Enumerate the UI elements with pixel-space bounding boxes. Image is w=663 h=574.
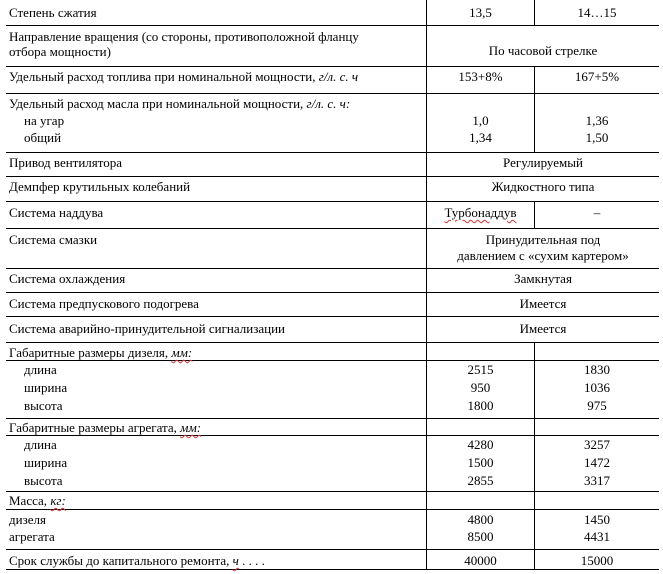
sub-label: на угар	[24, 113, 65, 128]
row-divider	[6, 418, 659, 419]
sub-label: высота	[24, 398, 63, 413]
sub-label: ширина	[24, 455, 68, 470]
sub-label: дизеля	[9, 512, 46, 527]
value-a: 4280	[467, 437, 494, 452]
value-merged: Принудительная под	[485, 232, 601, 247]
unit: кг:	[50, 493, 66, 508]
row-label: Система наддува	[9, 205, 104, 220]
row-label: Срок службы до капитального ремонта, ч . . . .	[9, 553, 265, 568]
row-divider	[6, 152, 659, 153]
row-divider	[6, 201, 659, 202]
value-b: 14…15	[577, 5, 617, 20]
value-b: 3317	[584, 473, 610, 488]
value-a: 153+8%	[458, 69, 503, 84]
value-b: 1472	[584, 455, 610, 470]
row-label: Удельный расход топлива при номинальной мощности, г/л. с. ч	[9, 69, 359, 84]
value-a: 1500	[467, 455, 494, 470]
value-a: 950	[470, 380, 491, 395]
value-b: 1,50	[585, 130, 609, 145]
value-a: 1800	[467, 398, 494, 413]
value-b: 1,36	[585, 113, 609, 128]
row-label: Демпфер крутильных колебаний	[9, 179, 191, 194]
row-divider	[6, 491, 659, 492]
value-merged: давлением с «сухим картером»	[457, 248, 629, 263]
value-a: 2855	[467, 473, 494, 488]
value-b: 3257	[584, 437, 610, 452]
row-divider	[6, 292, 659, 293]
row-divider	[6, 342, 659, 343]
sub-label: ширина	[24, 380, 68, 395]
value-a: 1,34	[469, 130, 492, 145]
row-label: Система смазки	[9, 232, 98, 247]
row-divider	[6, 435, 659, 436]
row-label: Система предпускового подогрева	[9, 296, 199, 311]
value-a: Турбонаддув	[444, 205, 517, 220]
row-label: Удельный расход масла при номинальной мощности, г/л. с. ч:	[9, 96, 351, 111]
value-a: 4800	[467, 512, 494, 527]
value-merged: Имеется	[519, 296, 567, 311]
value-merged: Имеется	[519, 321, 567, 336]
row-label: отбора мощности)	[9, 44, 111, 59]
unit: мм:	[171, 345, 193, 360]
value-merged: Замкнутая	[514, 271, 572, 286]
row-label: Привод вентилятора	[9, 155, 123, 170]
value-a: 2515	[467, 362, 494, 377]
row-divider	[6, 509, 659, 510]
row-label: Масса, кг:	[9, 493, 66, 508]
row-divider	[6, 268, 659, 269]
value-b: 15000	[580, 553, 614, 568]
row-divider	[6, 93, 659, 94]
row-divider	[6, 176, 659, 177]
unit: г/л. с. ч:	[306, 96, 351, 111]
row-divider	[6, 316, 659, 317]
sub-label: длина	[24, 437, 57, 452]
row-label: Направление вращения (со стороны, противоположной фланцу	[9, 29, 359, 44]
value-b: 975	[587, 398, 607, 413]
value-b: 1830	[584, 362, 610, 377]
sub-label: высота	[24, 473, 63, 488]
value-a: 13,5	[469, 5, 492, 20]
unit: мм:	[180, 420, 202, 435]
row-label: Габаритные размеры агрегата, мм:	[9, 420, 202, 435]
value-a: 1,0	[472, 113, 489, 128]
value-b: –	[593, 205, 601, 220]
row-divider	[6, 360, 659, 361]
unit: г/л. с. ч	[318, 69, 359, 84]
unit: ч	[232, 553, 239, 568]
value-b: 167+5%	[574, 69, 620, 84]
value-b: 4431	[584, 529, 610, 544]
value-b: 1036	[584, 380, 610, 395]
value-merged: Регулируемый	[503, 155, 583, 170]
sub-label: агрегата	[9, 529, 55, 544]
row-divider	[6, 569, 659, 570]
sub-label: длина	[24, 362, 57, 377]
value-b: 1450	[584, 512, 610, 527]
row-label: Степень сжатия	[9, 5, 97, 20]
row-label: Габаритные размеры дизеля, мм:	[9, 345, 193, 360]
value-merged: По часовой стрелке	[488, 43, 598, 58]
row-divider	[6, 228, 659, 229]
sub-label: общий	[24, 130, 62, 145]
row-label: Система охлаждения	[9, 271, 126, 286]
row-divider	[6, 549, 659, 550]
value-merged: Жидкостного типа	[491, 179, 595, 194]
row-divider	[6, 25, 659, 26]
row-label: Система аварийно-принудительной сигнализации	[9, 321, 285, 336]
value-a: 8500	[467, 529, 494, 544]
row-divider	[6, 66, 659, 67]
value-a: 40000	[464, 553, 497, 568]
